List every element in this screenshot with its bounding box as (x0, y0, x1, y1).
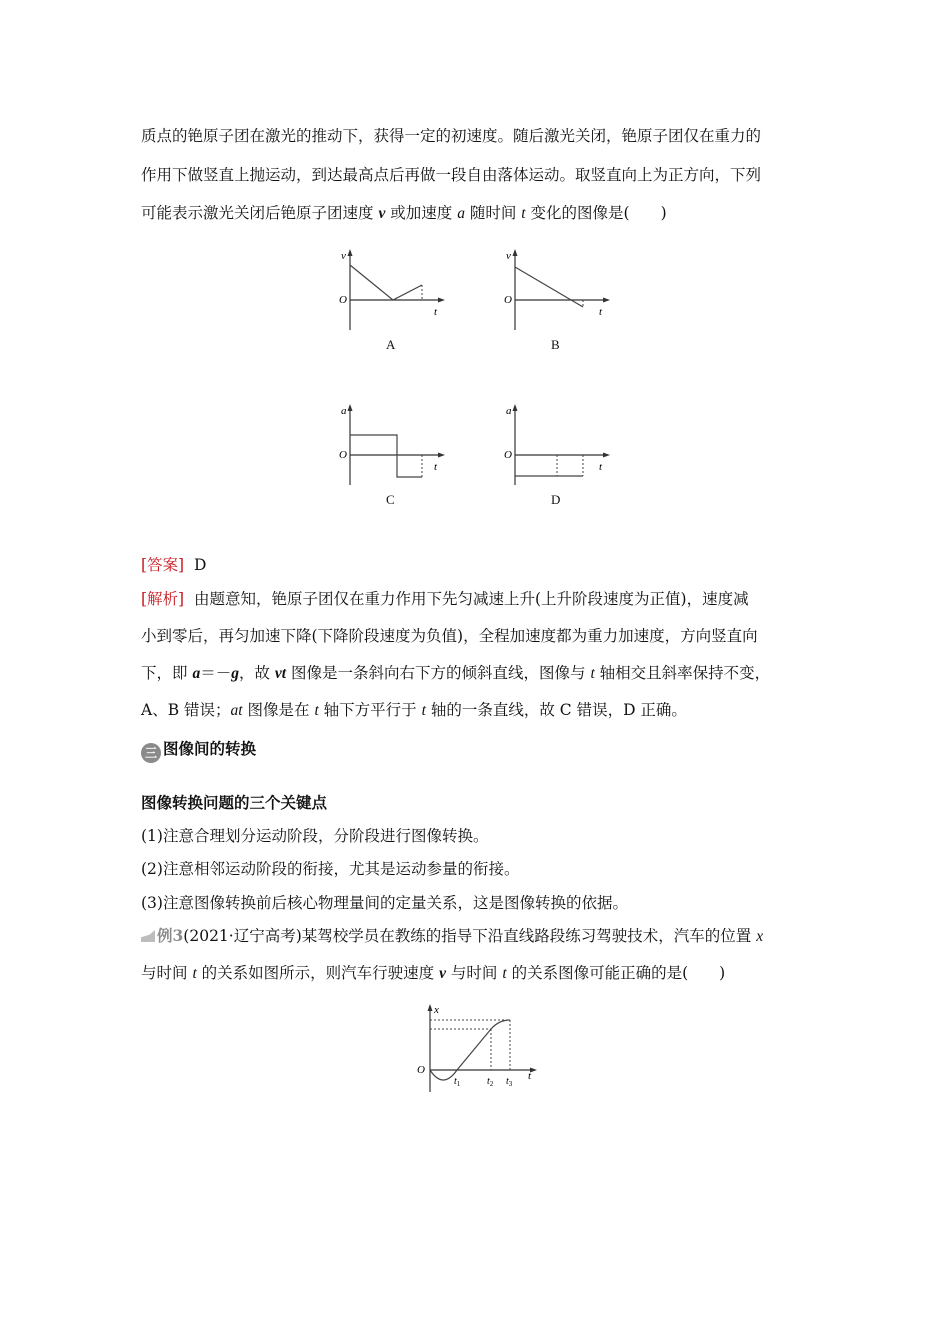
example-line-1 (141, 926, 763, 947)
var-t: t (421, 702, 426, 719)
text: 轴的一条直线，故 C 错误，D 正确。 (425, 701, 687, 719)
a-line (350, 435, 422, 477)
text: ，故 (238, 664, 275, 682)
text: 图像是在 (242, 701, 315, 719)
figure-d-caption: D (551, 492, 561, 507)
section-heading (141, 739, 256, 763)
y-axis-label: x (434, 1004, 439, 1016)
figure-a (330, 245, 450, 339)
text: ＝－ (200, 664, 232, 682)
keypoints-heading: 图像转换问题的三个关键点 (141, 793, 328, 812)
figure-b-graph (495, 245, 615, 335)
text: 随时间 (464, 204, 522, 222)
origin-label: O (339, 294, 347, 306)
text: (2021·辽宁高考)某驾校学员在教练的指导下沿直线路段练习驾驶技术，汽车的位置 (183, 927, 757, 945)
var-t: t (192, 965, 197, 982)
analysis-line-3 (141, 663, 770, 684)
figure-d-graph (495, 400, 615, 490)
var-v: v (439, 965, 446, 982)
question-line-1: 质点的铯原子团在激光的推动下，获得一定的初速度。随后激光关闭，铯原子团仅在重力的 (141, 127, 762, 145)
text: 变化的图像是( ) (525, 204, 667, 222)
origin-label: O (504, 449, 512, 461)
x-axis-label: t (599, 306, 603, 318)
y-axis-label: a (341, 405, 347, 417)
analysis-line-1 (141, 589, 749, 609)
xt-graph (410, 1000, 545, 1100)
analysis-line-4 (141, 700, 687, 721)
figure-a-caption: A (386, 337, 396, 352)
origin-label: O (417, 1064, 425, 1076)
figure-c (330, 400, 450, 494)
text: 的关系图像可能正确的是( ) (506, 964, 726, 982)
example-line-2 (141, 963, 725, 984)
figure-c-caption: C (386, 492, 395, 507)
answer-line (141, 555, 206, 575)
figure-b-caption: B (551, 337, 560, 352)
t2-label: $t_2$ (487, 1076, 494, 1088)
var-v: v (378, 205, 386, 222)
analysis-line-2: 小到零后，再匀加速下降(下降阶段速度为负值)，全程加速度都为重力加速度，方向竖直向 (141, 627, 758, 645)
var-at: at (230, 702, 243, 719)
xt-figure (410, 1000, 545, 1104)
text: A、B 错误； (141, 701, 231, 719)
var-g: g (231, 665, 239, 682)
text: 或加速度 (385, 204, 458, 222)
x-axis-label: t (599, 461, 603, 473)
x-axis-label: t (434, 306, 438, 318)
example-label: 例3 (157, 926, 184, 945)
text: 与时间 (141, 964, 193, 982)
text: 轴下方平行于 (318, 701, 422, 719)
answer-value: D (193, 556, 207, 574)
figure-b (495, 245, 615, 339)
question-line-3 (141, 203, 667, 224)
figure-d (495, 400, 615, 494)
var-a: a (192, 665, 201, 682)
text: 的关系如图所示，则汽车行驶速度 (196, 964, 440, 982)
origin-label: O (504, 294, 512, 306)
text: 可能表示激光关闭后铯原子团速度 (141, 204, 379, 222)
section-title: 图像间的转换 (163, 739, 257, 758)
analysis-tag: [解析] (141, 590, 185, 608)
y-axis-label: v (341, 250, 346, 262)
var-t: t (521, 205, 526, 222)
text: 轴相交且斜率保持不变， (594, 664, 771, 682)
figure-c-graph (330, 400, 450, 490)
origin-label: O (339, 449, 347, 461)
y-axis-label: a (506, 405, 512, 417)
question-line-2: 作用下做竖直上抛运动，到达最高点后再做一段自由落体运动。取竖直向上为正方向，下列 (141, 166, 762, 184)
var-vt: vt (274, 665, 287, 682)
keypoint-item: (2)注意相邻运动阶段的衔接，尤其是运动参量的衔接。 (141, 860, 520, 878)
text: 由题意知，铯原子团仅在重力作用下先匀减速上升(上升阶段速度为正值)，速度减 (193, 590, 749, 608)
t3-label: $t_3$ (506, 1076, 513, 1088)
section-number-icon: 三 (141, 743, 161, 763)
figure-a-graph (330, 245, 450, 335)
answer-tag: [答案] (141, 556, 185, 574)
x-axis-label: t (528, 1070, 532, 1082)
v-line (350, 265, 422, 300)
text: 图像是一条斜向右下方的倾斜直线，图像与 (286, 664, 591, 682)
var-t: t (502, 965, 507, 982)
v-line (515, 267, 583, 307)
keypoint-item: (3)注意图像转换前后核心物理量间的定量关系，这是图像转换的依据。 (141, 894, 628, 912)
y-axis-label: v (506, 250, 511, 262)
var-a: a (457, 205, 465, 222)
text: 与时间 (446, 964, 503, 982)
x-axis-label: t (434, 461, 438, 473)
keypoint-item: (1)注意合理划分运动阶段，分阶段进行图像转换。 (141, 827, 489, 845)
var-t: t (314, 702, 319, 719)
t1-label: $t_1$ (454, 1076, 461, 1088)
text: 下，即 (141, 664, 193, 682)
var-t: t (590, 665, 595, 682)
example-icon (141, 930, 155, 942)
var-x: x (756, 928, 764, 945)
